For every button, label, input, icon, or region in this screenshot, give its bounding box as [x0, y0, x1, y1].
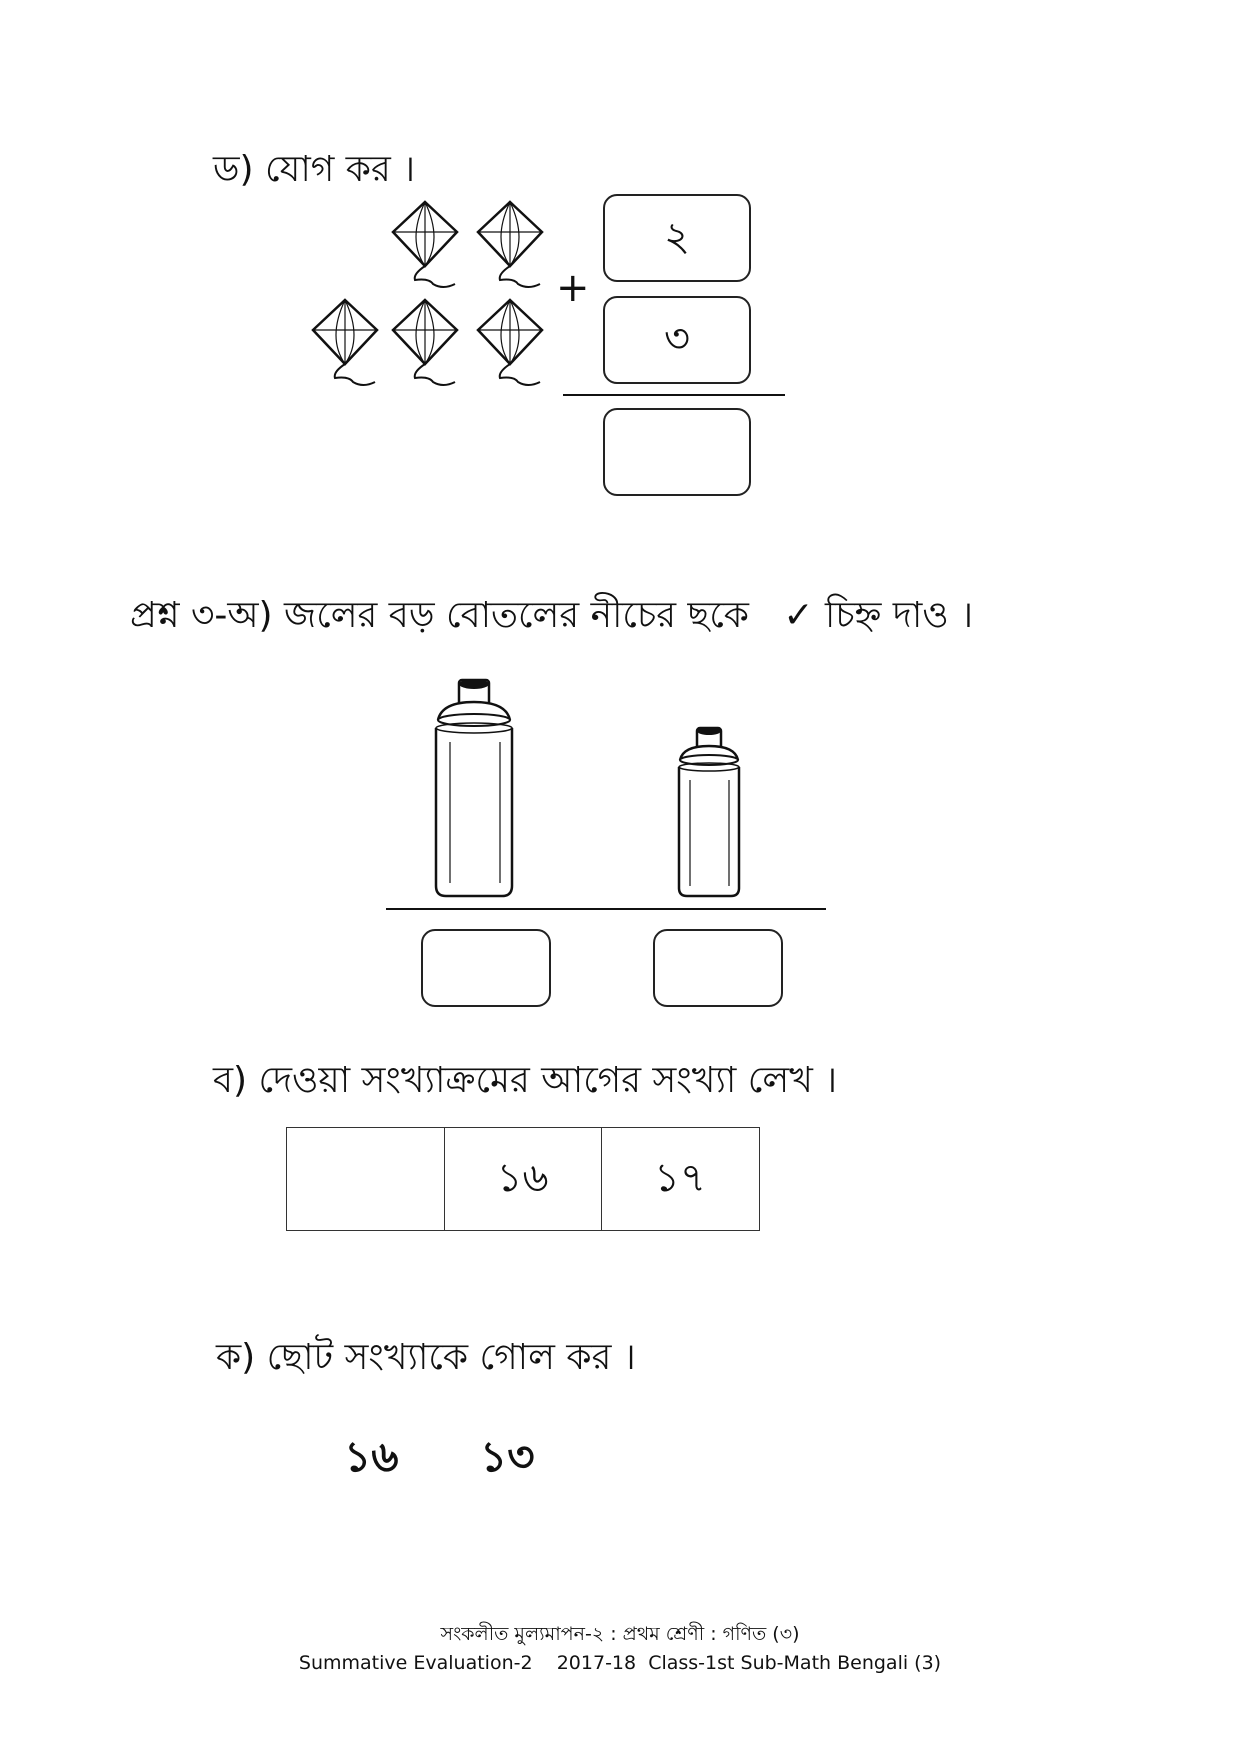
sequence-cell-blank[interactable]: [287, 1128, 445, 1230]
footer-bengali: সংকলীত মুল্যমাপন-২ : প্রথম শ্রেণী : গণিত (৩): [440, 1623, 800, 1645]
shelf-line: [386, 908, 826, 910]
question-da-label: ড) যোগ কর ।: [213, 149, 416, 190]
question-ba-label: ব) দেওয়া সংখ্যাক্রমের আগের সংখ্যা লেখ ।: [213, 1060, 838, 1101]
tick-icon: ✓: [783, 595, 814, 636]
number-option[interactable]: ১৩: [480, 1432, 535, 1481]
sequence-cell: ১৭: [654, 1154, 706, 1201]
plus-sign: +: [556, 265, 590, 311]
kite-icon: [470, 298, 550, 390]
question-3-prefix: প্রশ্ন ৩-অ) জলের বড় বোতলের নীচের ছকে: [130, 595, 749, 636]
kite-icon: [385, 200, 465, 292]
number-sequence-table: [286, 1127, 760, 1231]
big-bottle-answer-box[interactable]: [421, 929, 551, 1007]
question-ka-label: ক) ছোট সংখ্যাকে গোল কর ।: [216, 1337, 636, 1378]
number-option[interactable]: ১৬: [344, 1432, 399, 1481]
addend-top-box: ২: [603, 194, 751, 282]
kite-icon: [470, 200, 550, 292]
kite-icon: [305, 298, 385, 390]
sum-line: [563, 394, 785, 396]
question-3-suffix: চিহ্ন দাও ।: [824, 595, 974, 636]
sequence-cell: ১৬: [444, 1128, 602, 1230]
bottle-icon: [674, 726, 744, 900]
answer-box[interactable]: [603, 408, 751, 496]
kite-icon: [385, 298, 465, 390]
footer-english: Summative Evaluation-2 2017-18 Class-1st Sub-Math Bengali (3): [298, 1652, 942, 1674]
small-bottle-answer-box[interactable]: [653, 929, 783, 1007]
addend-bottom-box: ৩: [603, 296, 751, 384]
bottle-icon: [430, 678, 518, 900]
question-3-label: [130, 595, 974, 636]
